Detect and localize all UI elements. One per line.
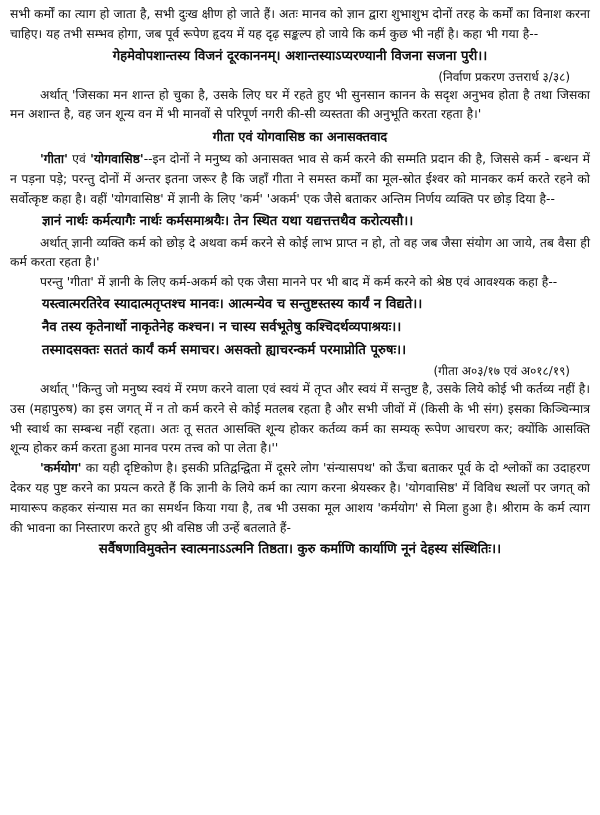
verse-reference-gita: (गीता अ०३/१७ एवं अ०१८/१९) bbox=[433, 363, 570, 378]
verse-gita-line-1: यस्त्वात्मरतिरेव स्यादात्मतृप्तश्च मानवः। आत्मन्येव च सन्तुष्टस्तस्य कार्यं न विद्यते।। bbox=[42, 296, 423, 312]
verse-nirvana-prakarana: गेहमेवोपशान्तस्य विजनं दूरकाननम्। अशान्तस्याऽप्यरण्यानी विजना सजना पुरी।। bbox=[112, 48, 488, 64]
quoted-term-karmayoga: 'कर्मयोग' bbox=[40, 461, 82, 476]
section-heading: गीता एवं योगवासिष्ठ का अनासक्तवाद bbox=[212, 130, 388, 146]
paragraph-karmayoga bbox=[10, 459, 590, 538]
verse-gita-line-2: नैव तस्य कृतेनार्थो नाकृतेनेह कश्चन। न चास्य सर्वभूतेषु कश्चिदर्थव्यपाश्रयः।। bbox=[42, 319, 402, 335]
quoted-term-gita: 'गीता' bbox=[40, 152, 68, 167]
paragraph-gita-view: परन्तु 'गीता' में ज्ञानी के लिए कर्म-अकर्म को एक जैसा मानने पर भी बाद में कर्म करने को श्रेष्ठ एवं आवश्यक कहा है-- bbox=[40, 275, 558, 290]
paragraph-gita-yogavasishtha bbox=[10, 150, 590, 209]
paragraph-opening: सभी कर्मों का त्याग हो जाता है, सभी दुःख क्षीण हो जाते हैं। अतः मानव को ज्ञान द्वारा शुभाशुभ दोनों तरह के कर्मों का विनाश करना चाहिए। यह तभी सम्भव होगा, जब पूर्व रूपेण हृदय में यह दृढ़ सङ्कल्प हो जाये कि कर्म कुछ भी नहीं है। कहा भी गया है-- bbox=[10, 7, 590, 41]
conjunction-text: एवं bbox=[67, 152, 91, 167]
verse-reference-nirvana: (निर्वाण प्रकरण उत्तरार्ध ३/३८) bbox=[438, 69, 570, 84]
verse-gita-line-3: तस्मादसक्तः सततं कार्यं कर्म समाचर। असक्तो ह्याचरन्कर्म परमाप्नोति पूरुषः।। bbox=[42, 342, 407, 358]
paragraph-meaning-1: अर्थात् 'जिसका मन शान्त हो चुका है, उसके लिए घर में रहते हुए भी सुनसान कानन के सदृश अनुभव होता है तथा जिसका मन अशान्त है, वह जन शून्य वन में भी मानवों से परिपूर्ण नगरी की-सी व्यस्तता की अनुभूति करता रहता है।' bbox=[10, 87, 590, 122]
paragraph-meaning-2: अर्थात् ज्ञानी व्यक्ति कर्म को छोड़ दे अथवा कर्म करने से कोई लाभ प्राप्त न हो, तो वह जब जैसा संयोग आ जाये, तब वैसा ही कर्म करता रहता है।' bbox=[10, 235, 590, 270]
quoted-term-yogavasishtha: 'योगवासिष्ठ' bbox=[90, 152, 144, 167]
paragraph-text: का यही दृष्टिकोण है। इसकी प्रतिद्वन्द्विता में दूसरे लोग 'संन्यासपथ' को ऊँचा बताकर पूर्व के दो श्लोकों का उदाहरण देकर यह पुष्ट करने का प्रयत्न करते हैं कि ज्ञानी के लिये कर्म का त्याग करना श्रेयस्कर है। 'योगवासिष्ठ' में विविध स्थलों पर जगत् को मायारूप कहकर संन्यास मत का समर्थन किया गया है, तब भी उसका मूल आशय 'कर्मयोग' से मिला हुआ है। श्रीराम के कर्म त्याग की भावना का निस्तारण करते हुए श्री वसिष्ठ जी उन्हें बतलाते हैं- bbox=[10, 461, 590, 535]
paragraph-text: --इन दोनों ने मनुष्य को अनासक्त भाव से कर्म करने की सम्मति प्रदान की है, जिससे कर्म - बन्धन में न पड़ना पड़े; परन्तु दोनों में अन्तर इतना जरूर है कि जहाँ गीता ने समस्त कर्मों का मूल-स्रोत ईश्वर को मानकर कर्म करते रहने को सर्वोत्कृष्ट कहा है। वहीं 'योगवासिष्ठ' में ज्ञानी के लिए 'कर्म' 'अकर्म' एक जैसे बताकर अन्तिम निर्णय व्यक्ति पर छोड़ दिया है-- bbox=[10, 152, 590, 206]
verse-jnana: ज्ञानं नार्थः कर्मत्यागैः नार्थः कर्मसमाश्रयैः। तेन स्थित यथा यद्यत्तत्तथैव करोत्यसौ।। bbox=[42, 213, 414, 229]
verse-sarvaishana: सर्वैषणाविमुक्तेन स्वात्मनाऽऽत्मनि तिष्ठता। कुरु कर्माणि कार्याणि नूनं देहस्य संस्थितिः।। bbox=[98, 542, 502, 558]
paragraph-meaning-3: अर्थात् ''किन्तु जो मनुष्य स्वयं में रमण करने वाला एवं स्वयं में तृप्त और स्वयं में सन्तुष्ट है, उसके लिये कोई भी कर्तव्य नहीं है। उस (महापुरुष) का इस जगत् में न तो कर्म करने से कोई मतलब रहता है और सभी जीवों में (किसी के भी संग) इसका किञ्चिन्मात्र भी स्वार्थ का सम्बन्ध नहीं रहता। अतः तू सतत आसक्ति शून्य होकर कर्तव्य कर्म का सम्यक् रूपेण आचरण कर; क्योंकि आसक्ति शून्य होकर कर्म करता हुआ मानव परम तत्त्व को पा लेता है।'' bbox=[10, 381, 590, 456]
